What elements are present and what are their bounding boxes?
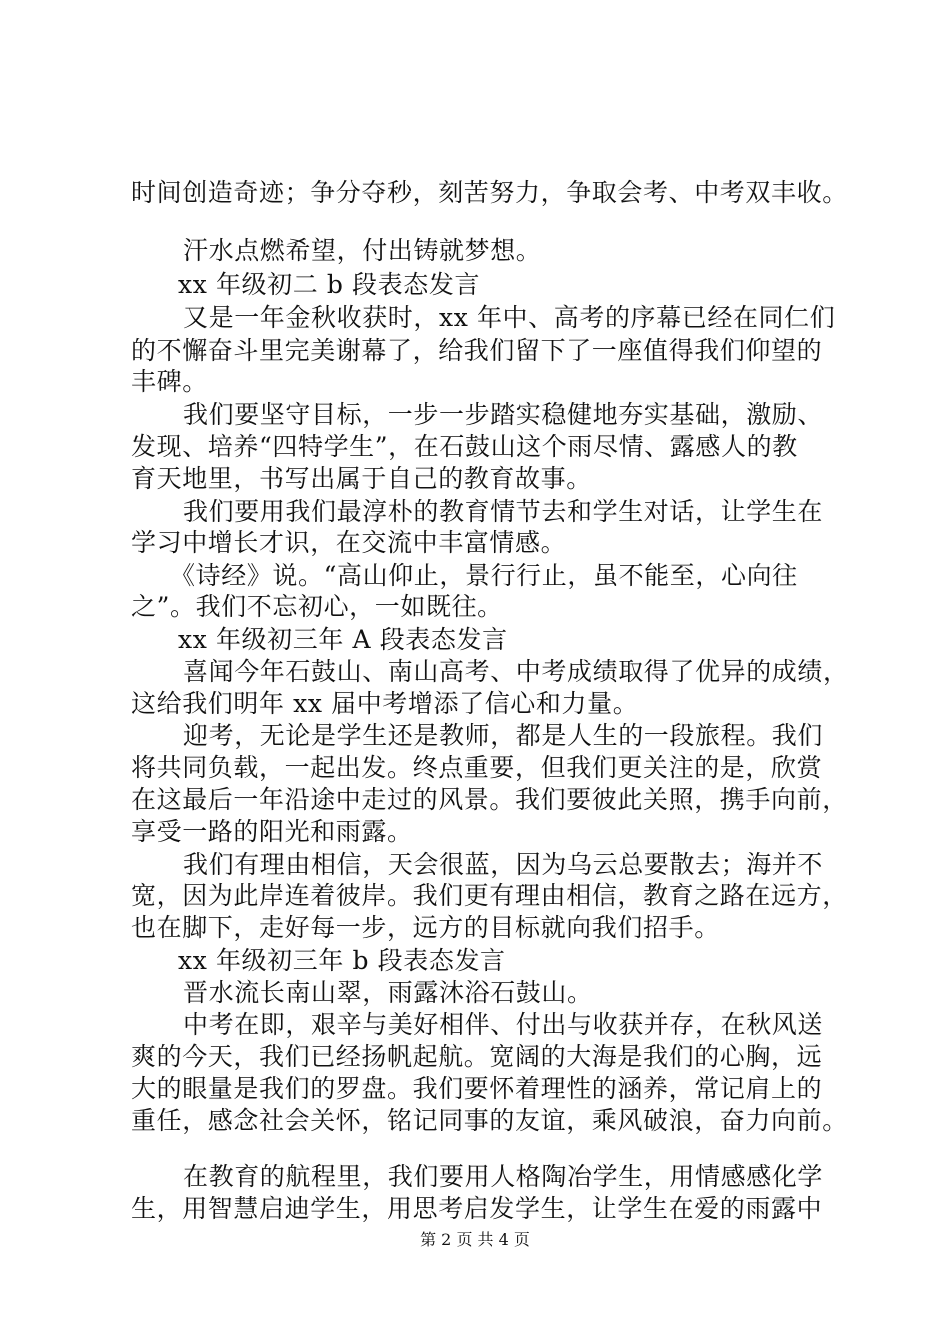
section-heading: xx 年级初三年 b 段表态发言 xyxy=(178,946,506,975)
body-line: 重任，感念社会关怀，铭记同事的友谊，乘风破浪，奋力向前。 xyxy=(131,1106,848,1135)
section-heading: xx 年级初二 b 段表态发言 xyxy=(178,270,481,299)
body-line: 在教育的航程里，我们要用人格陶冶学生，用情感感化学 xyxy=(183,1162,824,1191)
body-line: 大的眼量是我们的罗盘。我们要怀着理性的涵养，常记肩上的 xyxy=(131,1074,823,1103)
body-line: 这给我们明年 xx 届中考增添了信心和力量。 xyxy=(131,689,639,718)
body-line: 时间创造奇迹；争分夺秒，刻苦努力，争取会考、中考双丰收。 xyxy=(131,178,848,207)
body-line: 丰碑。 xyxy=(131,367,208,396)
body-line: 宽，因为此岸连着彼岸。我们更有理由相信，教育之路在远方， xyxy=(131,881,848,910)
body-line: 享受一路的阳光和雨露。 xyxy=(131,817,413,846)
body-line: 《诗经》说。“高山仰止，景行行止，虽不能至，心向往 xyxy=(170,561,798,590)
body-line: 也在脚下，走好每一步，远方的目标就向我们招手。 xyxy=(131,913,720,942)
body-line: 学习中增长才识，在交流中丰富情感。 xyxy=(131,528,567,557)
section-heading: xx 年级初三年 A 段表态发言 xyxy=(178,625,508,654)
page-footer: 第 2 页 共 4 页 xyxy=(420,1230,530,1249)
body-line: 发现、培养“四特学生”，在石鼓山这个雨尽情、露感人的教 xyxy=(131,432,798,461)
body-line: 我们有理由相信，天会很蓝，因为乌云总要散去；海并不 xyxy=(183,850,824,879)
body-line: 喜闻今年石鼓山、南山高考、中考成绩取得了优异的成绩， xyxy=(183,657,849,686)
body-line: 之”。我们不忘初心，一如既往。 xyxy=(131,592,503,621)
body-line: 我们要用我们最淳朴的教育情节去和学生对话，让学生在 xyxy=(183,497,824,526)
body-line: 又是一年金秋收获时，xx 年中、高考的序幕已经在同仁们 xyxy=(183,303,836,332)
body-line: 我们要坚守目标，一步一步踏实稳健地夯实基础，激励、 xyxy=(183,400,824,429)
body-line: 育天地里，书写出属于自己的教育故事。 xyxy=(131,464,592,493)
body-line: 在这最后一年沿途中走过的风景。我们要彼此关照，携手向前， xyxy=(131,785,848,814)
body-line: 晋水流长南山翠，雨露沐浴石鼓山。 xyxy=(183,978,593,1007)
body-line: 生，用智慧启迪学生，用思考启发学生，让学生在爱的雨露中 xyxy=(131,1194,823,1223)
body-line: 汗水点燃希望，付出铸就梦想。 xyxy=(183,236,542,265)
body-line: 将共同负载，一起出发。终点重要，但我们更关注的是，欣赏 xyxy=(131,753,823,782)
body-line: 爽的今天，我们已经扬帆起航。宽阔的大海是我们的心胸，远 xyxy=(131,1042,823,1071)
body-line: 中考在即，艰辛与美好相伴、付出与收获并存，在秋风送 xyxy=(183,1010,824,1039)
body-line: 的不懈奋斗里完美谢幕了，给我们留下了一座值得我们仰望的 xyxy=(131,336,823,365)
body-line: 迎考，无论是学生还是教师，都是人生的一段旅程。我们 xyxy=(183,721,824,750)
